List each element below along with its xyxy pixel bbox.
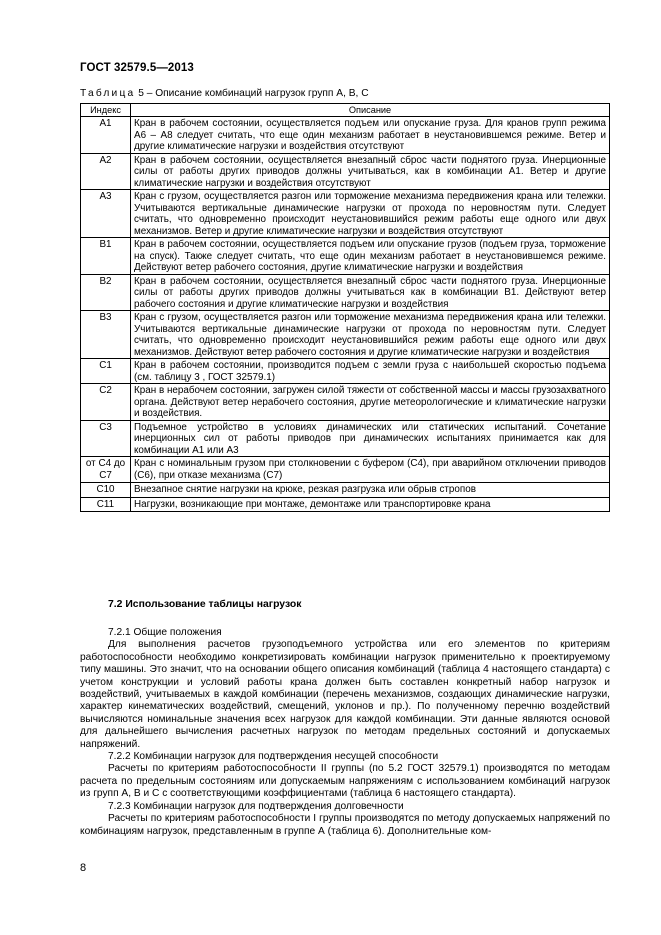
table-row [81,384,610,421]
paragraph-durability: Расчеты по критериям работоспособности I группы производятся по методу допускаемых напряжений по комбинациям нагрузок, представленным в группе А (таблица 6). Дополнительные ком- [80,813,610,837]
column-header-description: Описание [131,104,610,117]
table-row [81,311,610,359]
table-row [81,359,610,384]
table-row [81,117,610,154]
subsection-title-7-2-1: 7.2.1 Общие положения [108,627,222,638]
row-description: Кран в рабочем состоянии, осуществляется подъем или опускание груза. Для кранов групп режима А6 – А8 следует считать, что еще один механизм работает в неустановившемся режиме. Ветер и другие климатические нагрузки и воздействия отсутствуют [131,117,610,154]
row-index: от С4 до С7 [81,457,131,483]
section-body [80,627,610,838]
table-caption [80,88,600,99]
row-index: А2 [81,153,131,190]
row-index: С10 [81,483,131,498]
row-index: С2 [81,384,131,421]
row-description: Кран в рабочем состоянии, осуществляется внезапный сброс части поднятого груза. Инерционные силы от работы других приводов должны учитываться, как в комбинации А1. Ветер и другие климатические нагрузки и воздействия отсутствуют [131,153,610,190]
row-description: Внезапное снятие нагрузки на крюке, резкая разгрузка или обрыв стропов [131,483,610,498]
row-index: А1 [81,117,131,154]
table-caption-number: 5 [138,88,144,99]
row-index: В3 [81,311,131,359]
load-combinations-table [80,103,610,512]
row-description: Кран в рабочем состоянии, производится подъем с земли груза с наибольшей скоростью подъема (см. таблицу 3 , ГОСТ 32579.1) [131,359,610,384]
row-index: С1 [81,359,131,384]
table-caption-label: Таблица [80,88,136,99]
table-header-row [81,104,610,117]
table-row [81,497,610,512]
subsection-title-7-2-2: 7.2.2 Комбинации нагрузок для подтверждения несущей способности [108,751,439,763]
row-description: Кран с грузом, осуществляется разгон или торможение механизма передвижения крана или тележки. Учитываются вертикальные динамические нагрузки от прохода по неровностям пути. Следует считать, что одновременно происходит неустановившийся режим работы еще одного или двух механизмов. Действуют ветер рабочего состояния и другие климатические нагрузки и воздействия [131,311,610,359]
section-heading: 7.2 Использование таблицы нагрузок [108,599,302,610]
row-index: В2 [81,274,131,311]
table-row [81,238,610,275]
row-description: Кран с номинальным грузом при столкновении с буфером (С4), при аварийном отключении приводов (С6), при отказе механизма (С7) [131,457,610,483]
table-row [81,190,610,238]
row-index: С3 [81,420,131,457]
paragraph-general: Для выполнения расчетов грузоподъемного устройства или его элементов по критериям работоспособности необходимо конкретизировать комбинации нагрузок применительно к проектируемому типу машины. Это значит, что на основании общего описания комбинаций (таблица 4 настоящего стандарта) с учетом конструкции и условий работы крана должен быть составлен конкретный набор нагрузок и воздействий, учитываемых в каждой комбинации (перечень механизмов, создающих динамические нагрузки, характер кинематических воздействий, смещений, уклонов и пр.). По полученному перечню воздействий вычисляются номинальные значения всех нагрузок для каждой комбинации. Эти данные являются основой для дальнейшего вычисления расчетных нагрузок по методам предельных состояний и допускаемых напряжений. [80,639,610,750]
row-description: Кран с грузом, осуществляется разгон или торможение механизма передвижения крана или тележки. Учитываются вертикальные динамические нагрузки от прохода по неровностям пути. Следует считать, что одновременно происходит неустановившийся режим работы еще одного или двух механизмов. Ветер и другие климатические нагрузки и воздействия отсутствуют [131,190,610,238]
row-description: Нагрузки, возникающие при монтаже, демонтаже или транспортировке крана [131,497,610,512]
paragraph-bearing-capacity: Расчеты по критериям работоспособности II группы (по 5.2 ГОСТ 32579.1) производятся по методам расчета по предельным состояниям или допускаемым напряжениям с использованием комбинаций нагрузок из групп А, В и С с соответствующими коэффициентами (таблица 6 настоящего стандарта). [80,763,610,800]
table-row [81,274,610,311]
table-row [81,483,610,498]
subsection-title-7-2-3: 7.2.3 Комбинации нагрузок для подтверждения долговечности [108,800,404,812]
column-header-index: Индекс [81,104,131,117]
row-description: Подъемное устройство в условиях динамических или статических испытаний. Сочетание инерционных сил от работы приводов при динамических испытаниях принимается как для комбинации А1 или А3 [131,420,610,457]
row-description: Кран в нерабочем состоянии, загружен силой тяжести от собственной массы и массы грузозахватного органа. Действуют ветер нерабочего состояния, другие метеорологические и климатические нагрузки и воздействия. [131,384,610,421]
document-header: ГОСТ 32579.5—2013 [80,62,194,74]
row-index: В1 [81,238,131,275]
row-index: С11 [81,497,131,512]
table-row [81,153,610,190]
table-body [81,117,610,512]
table-row [81,457,610,483]
table-row [81,420,610,457]
row-description: Кран в рабочем состоянии, осуществляется подъем или опускание грузов (подъем груза, торможение на спуск). Также следует считать, что еще один механизм работает в неустановившемся режиме. Действуют ветер рабочего состояния, другие климатические нагрузки и воздействия [131,238,610,275]
page-number: 8 [80,862,87,874]
table-caption-text: – Описание комбинаций нагрузок групп А, В, С [146,88,369,99]
row-index: А3 [81,190,131,238]
row-description: Кран в рабочем состоянии, осуществляется внезапный сброс части поднятого груза. Инерционные силы от работы других приводов должны учитываться как в комбинации В1. Действуют ветер рабочего состояния и другие климатические нагрузки и воздействия [131,274,610,311]
